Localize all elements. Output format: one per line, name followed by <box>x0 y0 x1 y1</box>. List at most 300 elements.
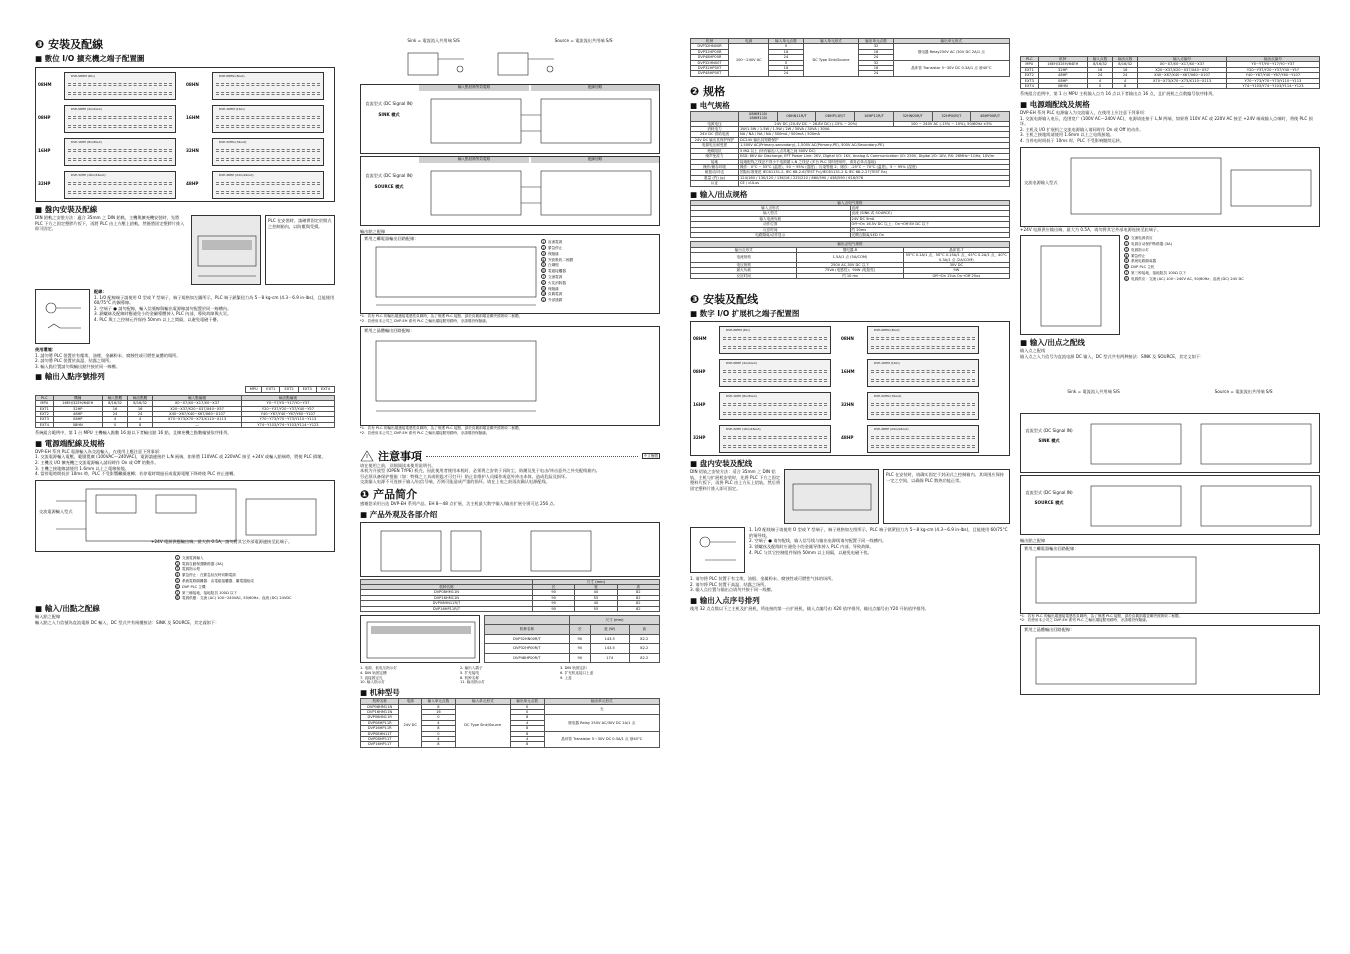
model-header-cell: 电源 <box>399 699 422 704</box>
left-terminal-row <box>68 83 172 86</box>
right-io-table-cell: 0 <box>1087 84 1112 89</box>
out-spec-row <box>691 253 1010 263</box>
transistor-note-1: *1：若有 PLC 的輸出端連接電感性負載時，為了保護 PLC 接點，請於負載兩端並聯突波吸收二極體。 <box>360 426 523 431</box>
left-module-drawing <box>64 138 176 166</box>
power-legend-number: 8 <box>176 596 179 601</box>
product-outline-large <box>361 616 481 664</box>
model-in-count-cell: 8 <box>422 742 456 747</box>
use-item-1: 1. 請勿將 PLC 裝置於有塵埃、油煙、金屬粉末、腐蝕性或可燃性氣體的場所。 <box>35 352 181 358</box>
source-circuit <box>361 157 660 227</box>
model-in-form-cell: DC Type Sink/Source <box>455 704 510 747</box>
in-spec-label: 输入型式 <box>691 211 851 216</box>
spec-label-cell: 重量 (约) (g) <box>691 175 739 180</box>
right-module-label: DVP-32HN (32out) <box>874 394 902 399</box>
right-io-table-cell: EXT4 <box>1021 84 1039 89</box>
right-io-table-cell: 16 <box>1113 67 1138 72</box>
left-module-label: DVP-32HP (16in/16out) <box>71 173 106 177</box>
right-io-table-cell: 08HP <box>1038 78 1087 83</box>
out-spec-row <box>691 273 1010 278</box>
power-diagram-label: 交流電源輸入型式 <box>39 508 73 514</box>
right-use-item-1: 1. 请勿将 PLC 装置于有尘埃、油烟、金属粉末、腐蚀性或可燃性气体的场所。 <box>690 576 836 582</box>
io-table-cell: Y40~Y67/Y40~Y67/Y60~Y107 <box>241 412 334 417</box>
right-terminal-row <box>723 403 827 406</box>
right-sink-diagram <box>1020 413 1320 473</box>
source-mode-label: SOURCE 模式 <box>374 184 404 190</box>
in-spec-value: 光耦合隔离/LED On <box>850 232 1010 237</box>
power-legend-number: 1 <box>176 555 179 560</box>
model-title: ■ 机种型号 <box>360 688 400 698</box>
model-out-count-cell: 0 <box>510 704 544 709</box>
top-model-row <box>691 44 1010 49</box>
model-name-cell: DVP08HM11N <box>361 704 399 709</box>
right-io-table-cell: 4 <box>1113 78 1138 83</box>
in-spec-title: 输入点电气规格 <box>691 200 1010 205</box>
io-table-cell: 4 <box>128 417 153 422</box>
left-model-code: 08HN <box>186 82 199 87</box>
terminal-lug-diagram <box>35 289 90 344</box>
out-spec-cell: 30V DC <box>903 263 1009 268</box>
top-model-name-cell: DVP48HP00R <box>691 55 729 60</box>
right-power-legend-number: 4 <box>1125 253 1128 258</box>
relay-legend-text: 突波吸收二極體 <box>548 257 574 262</box>
right-sink-mode: SINK 模式 <box>1038 437 1060 443</box>
input-spec-table <box>690 200 1010 239</box>
size2-table-row <box>485 634 660 643</box>
right-terminal-row <box>871 379 975 382</box>
input-heading: 輸入點之配線 <box>35 614 61 620</box>
top-model-in-count: 16 <box>769 66 803 71</box>
spec-label-cell: 耐振动/冲击 <box>691 170 739 175</box>
top-model-in-count: 0 <box>769 44 803 49</box>
top-model-in-count: 24 <box>769 55 803 60</box>
right-io-table-cell: 32HP <box>1038 67 1087 72</box>
spec-value-cell: 24V DC (20.4V DC ~ 28.8V DC) (-15% ~ 20%) <box>739 121 894 126</box>
model-out-count-cell: 8 <box>510 715 544 720</box>
subsection-terminal-layout: ■ 數位 I/O 擴充機之端子配置圖 <box>35 54 145 63</box>
model-in-count-cell: 4 <box>422 737 456 742</box>
size2-table-header-cell: 长 <box>569 625 590 634</box>
size-table-cell: 90 <box>532 595 574 600</box>
size-table-cell: 82 <box>617 606 659 611</box>
io-table-cell: 48HP <box>53 412 102 417</box>
io-table-cell: 8/16/32 <box>128 401 153 406</box>
right-module-label: DVP-08HM (8in) <box>726 328 750 333</box>
source-circuit-icon <box>490 47 560 81</box>
relay-legend-text: 白熾燈 <box>548 263 559 268</box>
right-terminal-row <box>723 445 827 448</box>
spec-value-cell: 124/160 / 130/120 / 136/16 / 225/210 / 660/590 / 438/590 / 616/576 <box>739 175 1010 180</box>
model-name-cell: DVP08HN11R <box>361 715 399 720</box>
left-module-drawing <box>212 138 324 166</box>
top-model-name-cell: DVP32HP00R <box>691 49 729 54</box>
io-table-cell: Y70~Y73/Y70~Y73/Y110~Y113 <box>241 417 334 422</box>
right-model-code: 08HP <box>693 369 706 375</box>
spec-value-cell: ESD: 8KV Air Discharge, EFT Power Line: 2KV, Digital I/O: 1KV, Analog & Communication I/O: 250V, Digital I/O: 1KV, RS: 26MHz~1GHz, 10V/m <box>739 154 1010 159</box>
spec-header-item <box>691 111 739 121</box>
size-table-cell: 90 <box>532 601 574 606</box>
right-io-table-cell: 48HP <box>1038 73 1087 78</box>
out-spec-cell: 75VA (电感性)；90W (电阻性) <box>797 268 903 273</box>
left-terminal-row <box>68 191 172 194</box>
right-power-label: 交流电源输入型式 <box>1024 179 1058 185</box>
size2-table-cell: DVP48HP00R/T <box>485 653 570 662</box>
io-table-cell: X70~X73/X70~X73/X110~X113 <box>153 417 242 422</box>
part-item: 2. 输出入端子 <box>460 665 483 670</box>
io-table-cell: 08HP <box>53 417 102 422</box>
power-legend-text: DVP PLC 主機 <box>182 584 206 589</box>
spec-row <box>691 181 1010 186</box>
left-terminal-row <box>68 125 172 128</box>
ext4-cell: EXT4 <box>316 387 334 392</box>
left-model-code: 16HP <box>38 148 51 153</box>
size2-unit-cell: 尺寸 (mm) <box>569 615 659 624</box>
right-source-diagram <box>1020 475 1320 535</box>
right-input-text: 输入点之入力信号为直流电源 DC 输入，DC 型式共有两种接法：SINK 及 SOURCE，其定义如下： <box>1020 353 1205 359</box>
caution-item-3: 另必须具备保护措施（如：特殊之工具或钥匙才可打开）防止非维护人员操作或意外冲击本体，造成危险及损坏。 <box>360 473 570 479</box>
top-model-out-count: 24 <box>859 71 893 76</box>
out-spec-cell: 55°C 0.1A/1 点，50°C 0.15A/1 点，45°C 0.2A/1 点，40°C 0.3A/1 点 (2A/COM) <box>903 253 1009 263</box>
right-wiring-item-2: 2. 空端子 ● 请勿配线，输入信号线与输出电源线请勿配置于同一线槽内。 <box>749 538 887 544</box>
right-transistor-circuit <box>1021 626 1321 696</box>
size2-table-cell: 143.5 <box>590 644 629 653</box>
out-spec-row <box>691 263 1010 268</box>
top-model-out-count: 16 <box>859 66 893 71</box>
out-spec-header-cell: 晶体管-T <box>903 247 1009 252</box>
top-model-in-form: DC Type Sink/Source <box>803 44 859 76</box>
right-relay-title: 實用之繼電器輸出回路配線： <box>1024 545 1079 551</box>
io-note: 系統組合範例中，第 1 台 MPU 主機輸入點數 16 點以下者輸出點 16 點，且擴充機之點數編號依序排列。 <box>35 430 232 436</box>
spec-value-cell: 操作：0°C ~ 55°C (温度)，50 ~ 95% (湿度)；污染等级 2；储存：-25°C ~ 70°C (温度)，5 ~ 95% (湿度) <box>739 164 1010 169</box>
right-terminal-row <box>871 403 975 406</box>
source-definition: Source = 電流流出共用端 S/S <box>554 38 613 43</box>
spec-header-row <box>691 111 1010 121</box>
model-header-cell: 输出单元点数 <box>510 699 544 704</box>
right-source-definition: Source = 電流流出共用端 S/S <box>1214 389 1273 395</box>
io-table-cell: 16 <box>128 406 153 411</box>
model-table <box>360 698 660 748</box>
size2-table-header-row <box>485 625 660 634</box>
product-appearance-sub: ■ 产品外观及各部介绍 <box>360 509 438 519</box>
wiring-item-3: 3. 鎖螺絲及配線時應避免小的金屬導體掉入 PLC 內部，導致故障與火災。 <box>94 311 232 317</box>
right-io-table-row <box>1021 78 1320 83</box>
out-spec-cell: 最大负载 <box>691 268 797 273</box>
left-terminal-row <box>216 116 320 119</box>
spec-label-cell: 24V DC 供给电流 <box>691 132 739 137</box>
left-model-code: 32HN <box>186 148 199 153</box>
part-item: 3. DIN 轨固定扣 <box>560 665 587 670</box>
out-spec-cell: 1.5A/1 点 (5A/COM) <box>797 253 903 263</box>
part-item: 7. 直接固定孔 <box>360 675 383 680</box>
left-model-code: 16HM <box>186 115 200 120</box>
size2-table-header-cell: 高 <box>629 625 659 634</box>
top-model-table <box>690 38 1010 77</box>
sink-circuit-icon <box>400 47 470 81</box>
size-table-header-cell: 机种名称 <box>361 584 533 589</box>
right-io-table-cell: — <box>1138 84 1227 89</box>
relay-legend-text: 保險絲 <box>548 286 559 291</box>
size-table-cell: 40 <box>575 590 617 595</box>
spec-value-cell: CE / cULus <box>739 181 1010 186</box>
left-module-label: DVP-16HP (8in/8out) <box>71 140 102 144</box>
relay-diagram-title: 實用之繼電器輸出回路配線： <box>364 236 419 242</box>
power-heading: DVP-EH 系列 PLC 電源輸入為交流輸入，在使用上應注意下列事項： <box>35 448 164 454</box>
spec-value-cell: NA / NA / NA / NA / 500mA / 500mA / 500mA <box>739 132 1010 137</box>
right-power-legend-number: 1 <box>1125 236 1128 241</box>
out-spec-cell: 250V AC,30V DC 以下 <box>797 263 903 268</box>
model-out-count-cell: 8 <box>510 726 544 731</box>
spec-value-cell: DC24V 输出其短路保护 <box>739 137 1010 142</box>
spec-value-cell: 1W/1.5W / 1.5W / 1.5W / 2W / 30VA / 30VA / 30VA <box>739 127 1010 132</box>
top-model-out-relay: 继电器 Relay250V AC /30V DC 2A/1 点 <box>893 44 1009 60</box>
power-legend-text: 系統電路隔離器：由電磁接觸器、繼電器組成 <box>182 578 254 583</box>
right-model-code: 16HM <box>841 369 855 375</box>
top-model-name-cell: DVP48HP00T <box>691 71 729 76</box>
right-io-table-cell: 8/16/32 <box>1087 62 1112 67</box>
io-table-cell: 24 <box>128 412 153 417</box>
right-power-legend-text: 电源指示灯 <box>1131 247 1149 252</box>
io-table-cell: 0 <box>102 422 127 427</box>
right-io-table-header-cell: PLC <box>1021 57 1039 62</box>
top-model-header-cell: 电源 <box>729 39 769 44</box>
right-output-heading: 輸出點之配線 <box>1020 537 1046 543</box>
top-model-out-count: 32 <box>859 60 893 65</box>
out-spec-cell: 约 10 ms <box>797 273 903 278</box>
part-item: 8. 机种名称 <box>460 675 479 680</box>
right-module-drawing <box>867 359 979 387</box>
right-panel <box>690 38 1330 928</box>
relay-legend-text: 緊急停止 <box>548 245 563 250</box>
in-spec-value: 直流 (SINK 或 SOURCE) <box>850 211 1010 216</box>
sink-definition: Sink = 電流流入共用端 S/S <box>407 38 460 43</box>
top-model-name-cell: DVP32HN00R <box>691 44 729 49</box>
model-out-count-cell: 8 <box>510 742 544 747</box>
model-out-count-cell: 4 <box>510 737 544 742</box>
model-out-none-cell: 无 <box>544 704 659 715</box>
sink-wire-header: 配線回路 <box>531 85 659 91</box>
size2-table-cell: 82.2 <box>629 644 659 653</box>
use-item-3: 3. 輸入點位置請勿與輸出點共接於同一線槽。 <box>35 363 120 369</box>
relay-legend-number: 8 <box>542 280 545 285</box>
right-power-circuit <box>1021 148 1321 228</box>
part-item: 9. 上盖 <box>560 675 572 680</box>
right-terminal-row <box>723 346 827 349</box>
out-spec-title: 输出点电气规格 <box>691 242 1010 247</box>
out-spec-cell: 9W <box>903 268 1009 273</box>
right-io-table-cell: Y0~Y7/Y0~Y17/Y0~Y37 <box>1226 62 1319 67</box>
relay-legend-number: 10 <box>542 292 547 297</box>
power-item-4: 4. 當停電時間低於 10ms 時，PLC 不受影響繼續運轉；若停電時間過長或電源電壓下降時使 PLC 停止運轉。 <box>35 471 238 477</box>
left-module-drawing <box>212 105 324 133</box>
section-title-install: ❸ 安裝及配線 <box>35 38 104 51</box>
electrical-spec-table <box>690 111 1010 187</box>
out-spec-cell: 电流规格 <box>691 253 797 263</box>
right-terminal-row <box>723 412 827 415</box>
size-table-cell: 90 <box>532 590 574 595</box>
size-table-row <box>361 606 660 611</box>
model-in-count-cell: 16 <box>422 709 456 714</box>
io-table-cell: 4 <box>102 417 127 422</box>
power-legend-text: 電源供應：交流 (AC) 100~240VAC, 50/60Hz；直流 (DC) 24VDC <box>182 596 292 601</box>
right-model-code: 08HN <box>841 336 854 342</box>
relay-legend-number: 2 <box>542 245 545 250</box>
io-table-row <box>36 406 335 411</box>
size2-table-cell: 82.2 <box>629 634 659 643</box>
model-name-cell: DVP08HN11T <box>361 731 399 736</box>
subsection-io-wiring: ■ 輸入/出點之配線 <box>35 604 100 614</box>
relay-legend-number: 6 <box>542 269 545 274</box>
top-model-name-cell: DVP32HP00T <box>691 66 729 71</box>
out-spec-cell: Off→On 15us On→Off 25us <box>903 273 1009 278</box>
io-table-cell: 24 <box>102 412 127 417</box>
size-table-header-cell: 长 <box>532 584 574 589</box>
io-table-cell: 32HP <box>53 406 102 411</box>
right-io-table-cell: MPU <box>1021 62 1039 67</box>
right-terminal-row <box>871 436 975 439</box>
model-header-cell: 输出单元形式 <box>544 699 659 704</box>
left-terminal-row <box>68 158 172 161</box>
source-mode-diagram <box>360 156 660 226</box>
transistor-diagram-title: 實用之晶體輸出回路配線： <box>364 328 415 334</box>
right-sink-definition: Sink = 電流流入共用端 S/S <box>1067 389 1120 395</box>
left-terminal-row <box>68 116 172 119</box>
wiring-item-4: 4. PLC 與工之控制元件保持 50mm 以上之間隔，以避免電磁干擾。 <box>94 316 221 322</box>
io-table-cell: EXT4 <box>36 422 54 427</box>
transistor-note-2: *2：若使用本公司之 DVP-EH 系列 PLC 之輸出端接點短路時，亦請增設保險絲。 <box>360 430 490 435</box>
io-spec-sub: ■ 输入/出点规格 <box>690 189 748 199</box>
right-terminal-row <box>871 370 975 373</box>
install-terminal-sub: ■ 数字 I/O 扩展机之端子配置图 <box>690 309 800 319</box>
io-table-cell: 8 <box>128 422 153 427</box>
size2-table-cell: 90 <box>569 634 590 643</box>
sink-mode-diagram <box>360 84 660 154</box>
caution-item-4: 交流输入电源不可连接于输入/出信号端，否则可能造成严重的损坏。请在上电之前再次确认电源配线。 <box>360 479 550 485</box>
left-model-code: 08HM <box>38 82 52 87</box>
right-power-legend-text: 电源自动保护断路器 (3A) <box>1131 241 1173 246</box>
io-table-cell: 8/16/32 <box>102 401 127 406</box>
right-io-table-cell: 08HN <box>1038 84 1087 89</box>
size2-unit-row <box>485 615 660 624</box>
out-spec-header-row <box>691 247 1010 252</box>
size2-table-cell: 143.5 <box>590 634 629 643</box>
right-io-table-cell: Y20~Y37/Y20~Y37/Y40~Y57 <box>1226 67 1319 72</box>
right-io-table-cell: X40~X67/X40~X67/X60~X107 <box>1138 73 1227 78</box>
top-model-header-cell: 机种 <box>691 39 729 44</box>
size-table-cell: 55 <box>575 595 617 600</box>
in-spec-label: 反应时间 <box>691 227 851 232</box>
size2-table-cell: 90 <box>569 644 590 653</box>
part-item: 5. 扩充接线 <box>460 670 479 675</box>
right-io-table-cell: 24 <box>1113 73 1138 78</box>
right-io-table-cell: X70~X73/X70~X73/X110~X113 <box>1138 78 1227 83</box>
power-legend-text: 電源指示燈 <box>182 567 200 572</box>
relay-legend-number: 9 <box>542 286 545 291</box>
right-module-label: DVP-08HP (4in/4out) <box>726 361 757 366</box>
model-out-count-cell: 8 <box>510 731 544 736</box>
io-table-header-cell: PLC <box>36 395 54 400</box>
right-din-diagram <box>784 469 879 524</box>
right-terminal-row <box>871 445 975 448</box>
right-wiring-item-1: 1. 1/0 配线端子请使用 O 型或 Y 型端子，端子规格如左图所示，PLC 端子锁紧扭力为 5～8 kg-cm (4.3～6.9 in-lbs)，且能使用 60/75°C 的铜导线。 <box>749 527 1008 538</box>
use-heading: 使用環境： <box>35 347 56 352</box>
io-table-cell: EXT2 <box>36 412 54 417</box>
warning-icon <box>360 450 374 462</box>
spec-label-cell: 绝缘阻抗 <box>691 148 739 153</box>
left-module-drawing <box>64 105 176 133</box>
top-model-in-count: 16 <box>769 49 803 54</box>
right-legend-circuit <box>1021 236 1121 336</box>
power-legend-text: 第三種接地，接地阻抗 100Ω 以下 <box>182 590 238 595</box>
right-use-item-2: 2. 请勿将 PLC 装置于高温、结露之场所。 <box>690 581 769 587</box>
right-io-table-row <box>1021 73 1320 78</box>
relay-legend-text: 交流電源 <box>548 274 563 279</box>
right-lug-diagram <box>690 527 745 573</box>
io-table-cell: Y74~Y103/Y74~Y103/Y114~Y123 <box>241 422 334 427</box>
right-relay-note-2: *2：若使用本公司之 DVP-EH 系列 PLC 之輸出端接點短路時，亦請增設保險絲。 <box>1020 618 1150 623</box>
left-terminal-row <box>216 191 320 194</box>
left-terminal-row <box>216 158 320 161</box>
io-table-cell: MPU <box>36 401 54 406</box>
right-module-drawing <box>719 392 831 420</box>
model-in-count-cell: 0 <box>422 715 456 720</box>
model-name-cell: DVP08HP11R <box>361 720 399 725</box>
right-module-drawing <box>719 326 831 354</box>
io-numbering-table <box>35 395 335 428</box>
out-spec-cell: 电压规格 <box>691 263 797 268</box>
in-spec-value: 约 20ms <box>850 227 1010 232</box>
size-table-header-cell: 高 <box>617 584 659 589</box>
caution-item-2: 本机为开放型 (OPEN TYPE) 机壳，因此使用者使用本机时，必须将之安装于具防尘、防潮及免于电击/冲击意外之外壳配线箱内。 <box>360 468 600 474</box>
size2-table-cell: 90 <box>569 653 590 662</box>
relay-legend-item <box>541 297 656 303</box>
model-header-cell: 输入单元点数 <box>422 699 456 704</box>
right-io-sub: ■ 输出入点序号排列 <box>690 596 760 605</box>
caution-title: 注意事項 <box>378 449 422 463</box>
right-transistor-title: 實用之晶體輸出回路配線： <box>1024 626 1075 632</box>
ext3-cell: EXT3 <box>298 387 316 392</box>
power-legend-text: 交流電源輸入 <box>182 555 204 560</box>
model-out-trans-cell: 晶体管 Transistor 5～30V DC 0.3A/1 点 @40°C <box>544 731 659 747</box>
io-table-cell: EXT3 <box>36 417 54 422</box>
left-terminal-row <box>216 182 320 185</box>
io-table-row <box>36 422 335 427</box>
output-spec-table <box>690 241 1010 279</box>
product-drawing-small <box>360 522 660 577</box>
left-terminal-row <box>68 92 172 95</box>
right-sink-dc-label: 直流型式 (DC Signal IN) <box>1025 427 1073 433</box>
right-power-legend-text: 第三种接地，接地阻抗 100Ω 以下 <box>1131 270 1187 275</box>
output-wiring-heading: 輸出點之配線 <box>360 228 386 234</box>
in-spec-label: 输入点形式 <box>691 205 851 210</box>
spec-value-cell: 1,500V AC(Primary-secondary), 1,500V AC(Primary-PE), 500V AC(Secondary-PE) <box>739 143 1010 148</box>
right-module-drawing <box>867 425 979 453</box>
size2-table-cell: DVP32HN00R/T <box>485 634 570 643</box>
product-text: 感谢您采用台达 DVP-EH 系列产品。EH 8～48 点扩展，含主机最大数字输入/输出扩展分别可达 256 点。 <box>360 500 558 506</box>
right-power-legend-text: 系统电路隔离器 <box>1131 259 1157 264</box>
spec-value-cell: 国际标准规范 IEC61131-2, IEC 68-2-6(TEST Fc)/IEC61131-2 & IEC 68-2-27(TEST Ea) <box>739 170 1010 175</box>
power-legend-number: 3 <box>176 567 179 572</box>
power-legend-number: 6 <box>176 584 179 589</box>
size-table-cell: DVP08HM11N <box>361 590 533 595</box>
right-model-code: 48HP <box>841 435 854 441</box>
right-power-legend-text: 电源供应：交流 (AC) 100～240V AC, 50/60Hz；直流 (DC) 24V DC <box>1131 276 1244 281</box>
right-power-legend-number: 6 <box>1125 265 1128 270</box>
relay-legend-number: 4 <box>542 257 545 262</box>
power-legend-number: 5 <box>176 578 179 583</box>
right-io-table-cell: 8 <box>1113 84 1138 89</box>
right-io-note: 系统组合范例中，第 1 台 MPU 主机输入点为 16 点以下者输出点 16 点，且扩展机之点数编号依序排列。 <box>1020 91 1217 97</box>
relay-note-2: *2：若使用本公司之 DVP-EH 系列 PLC 之輸出端接點短路時，亦請增設保險絲。 <box>360 318 490 323</box>
spec-header-cell: 48HP00R/T <box>971 111 1010 121</box>
